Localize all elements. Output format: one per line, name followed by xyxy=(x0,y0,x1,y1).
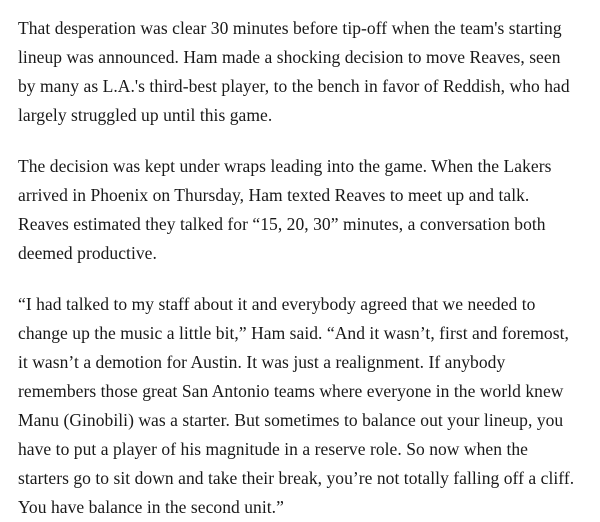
paragraph-2: The decision was kept under wraps leading into the game. When the Lakers arrived in Phoenix on Thursday, Ham texted Reaves to meet up and talk. Reaves estimated they talked for “15, 20, 30” minutes, a conversation both deemed productive. xyxy=(18,156,552,263)
paragraph-1: That desperation was clear 30 minutes before tip-off when the team's starting lineup was announced. Ham made a shocking decision to move Reaves, seen by many as L.A.'s third-best player, to the bench in favor of Reddish, who had largely struggled up until this game. xyxy=(18,18,570,125)
paragraph-3: “I had talked to my staff about it and everybody agreed that we needed to change up the music a little bit,” Ham said. “And it wasn’t, first and foremost, it wasn’t a demotion for Austin. It was just a realignment. If anybody remembers those great San Antonio teams where everyone in the world knew Manu (Ginobili) was a starter. But sometimes to balance out your lineup, you have to put a player of his magnitude in a reserve role. So now when the starters go to sit down and take their break, you’re not totally falling off a cliff. You have balance in the second unit.” xyxy=(18,294,575,517)
